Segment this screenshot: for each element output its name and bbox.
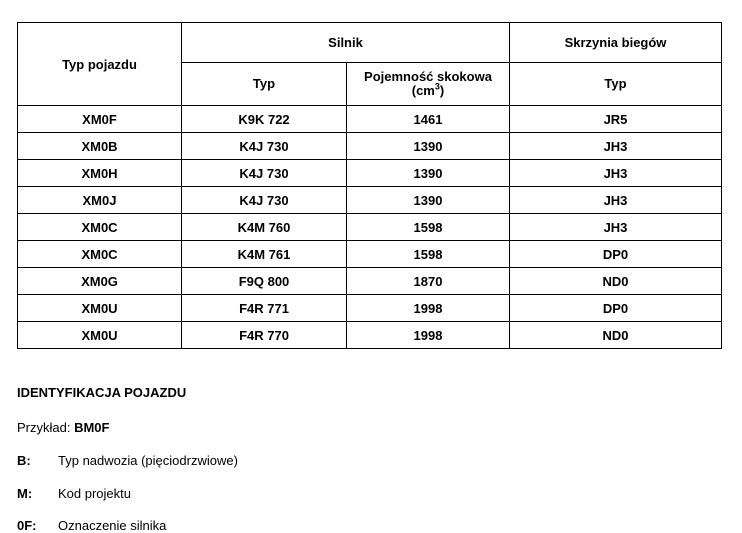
section-title: IDENTYFIKACJA POJAZDU (17, 385, 187, 400)
cell-displacement: 1390 (347, 160, 510, 187)
cell-displacement: 1998 (347, 295, 510, 322)
cell-gearbox: ND0 (510, 268, 722, 295)
cell-gearbox: JR5 (510, 106, 722, 133)
header-gearbox-type: Typ (510, 63, 722, 106)
cell-vehicle: XM0B (18, 133, 182, 160)
table-row (18, 322, 722, 349)
table-row (18, 268, 722, 295)
cell-engine: K4M 761 (182, 241, 347, 268)
cell-displacement: 1598 (347, 241, 510, 268)
cell-vehicle: XM0F (18, 106, 182, 133)
cell-vehicle: XM0U (18, 295, 182, 322)
example-value: BM0F (74, 420, 110, 435)
cell-displacement: 1390 (347, 133, 510, 160)
example-line (17, 420, 109, 435)
cell-engine: K4J 730 (182, 133, 347, 160)
code-row (17, 486, 131, 501)
cell-engine: F9Q 800 (182, 268, 347, 295)
code-row (17, 518, 166, 533)
header-engine-type: Typ (182, 63, 347, 106)
code-row (17, 453, 238, 468)
cell-vehicle: XM0C (18, 214, 182, 241)
cell-engine: F4R 771 (182, 295, 347, 322)
header-displacement (347, 63, 510, 106)
code-description: Typ nadwozia (pięciodrzwiowe) (58, 453, 238, 468)
cell-gearbox: JH3 (510, 214, 722, 241)
cell-vehicle: XM0J (18, 187, 182, 214)
cell-gearbox: JH3 (510, 160, 722, 187)
cell-displacement: 1598 (347, 214, 510, 241)
example-label: Przykład: (17, 420, 71, 435)
cell-gearbox: DP0 (510, 241, 722, 268)
cell-displacement: 1390 (347, 187, 510, 214)
cell-gearbox: JH3 (510, 133, 722, 160)
table-row (18, 160, 722, 187)
table-row (18, 214, 722, 241)
code-key: 0F: (17, 518, 37, 533)
cell-engine: F4R 770 (182, 322, 347, 349)
cell-displacement: 1461 (347, 106, 510, 133)
cell-vehicle: XM0G (18, 268, 182, 295)
code-description: Oznaczenie silnika (58, 518, 167, 533)
table-row (18, 133, 722, 160)
table-row (18, 295, 722, 322)
header-vehicle-type: Typ pojazdu (18, 23, 182, 106)
cell-gearbox: DP0 (510, 295, 722, 322)
cell-gearbox: JH3 (510, 187, 722, 214)
table-row (18, 241, 722, 268)
cell-displacement: 1998 (347, 322, 510, 349)
cell-displacement: 1870 (347, 268, 510, 295)
table-body (18, 106, 722, 349)
table-row (18, 106, 722, 133)
cell-gearbox: ND0 (510, 322, 722, 349)
cell-vehicle: XM0H (18, 160, 182, 187)
cell-engine: K9K 722 (182, 106, 347, 133)
table-row (18, 187, 722, 214)
vehicle-spec-table (17, 22, 722, 349)
cell-vehicle: XM0C (18, 241, 182, 268)
header-gearbox-group: Skrzynia biegów (510, 23, 722, 63)
cell-vehicle: XM0U (18, 322, 182, 349)
cell-engine: K4J 730 (182, 160, 347, 187)
cell-engine: K4M 760 (182, 214, 347, 241)
table-header (18, 23, 722, 106)
code-key: B: (17, 453, 31, 468)
header-displacement-unit: $(cm^3)$ (411, 81, 445, 98)
cell-engine: K4J 730 (182, 187, 347, 214)
header-engine-group: Silnik (182, 23, 510, 63)
code-description: Kod projektu (58, 486, 131, 501)
code-key: M: (17, 486, 33, 501)
header-displacement-label: Pojemność skokowa (364, 69, 492, 84)
